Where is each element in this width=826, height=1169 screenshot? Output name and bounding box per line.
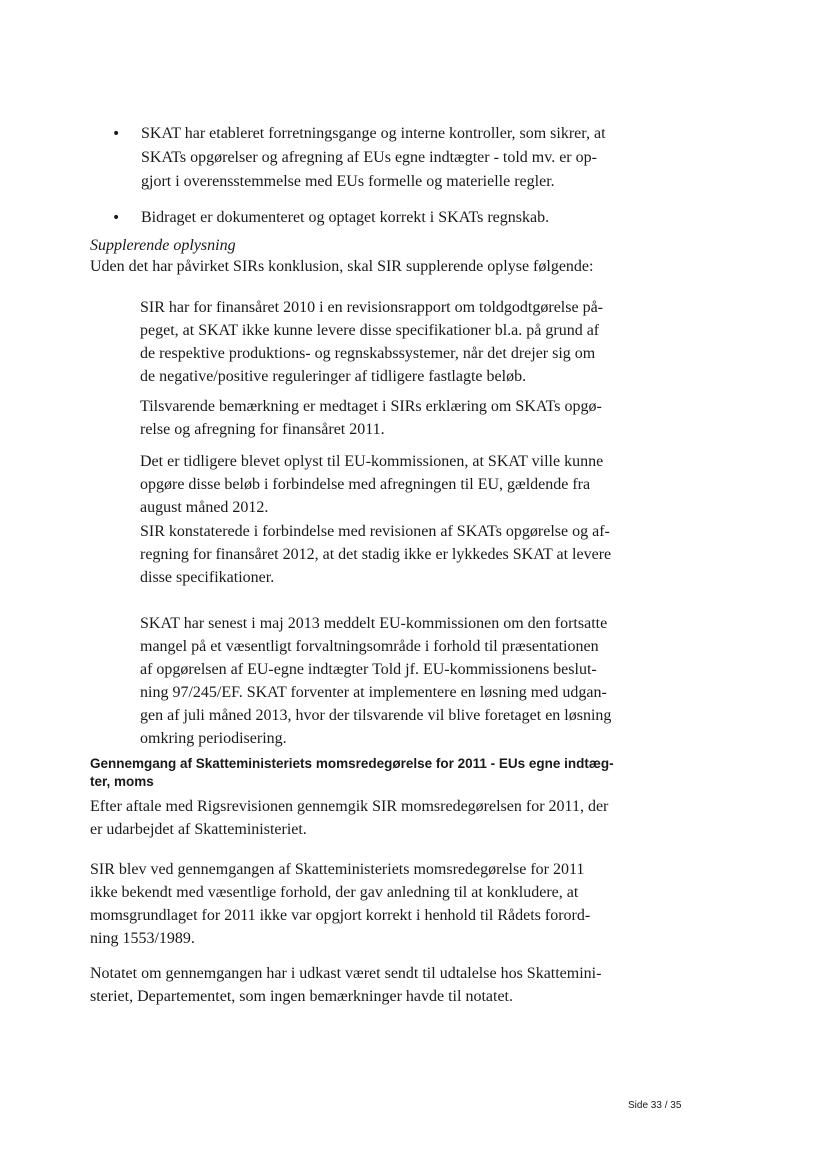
bullet-list (112, 122, 612, 242)
supplerende-intro: Uden det har påvirket SIRs konklusion, skal SIR supplerende oplyse følgende: (90, 258, 594, 275)
bullet-icon: • (112, 210, 121, 226)
supplerende-paragraph: Tilsvarende bemærkning er medtaget i SIRs erklæring om SKATs opgø-relse og afregning for finansåret 2011. (140, 398, 602, 438)
section-heading: Gennemgang af Skatteministeriets momsredegørelse for 2011 - EUs egne indtæg-ter, moms (90, 756, 614, 789)
moms-paragraph: SIR blev ved gennemgangen af Skatteministeriets momsredegørelse for 2011 ikke bekendt med væsentlige forhold, der gav anledning til at konkludere, at momsgrundlaget for 2011 ikke var opgjort korrekt i henhold til Rådets forord-ning 1553/1989. (90, 861, 591, 947)
bullet-item (112, 122, 612, 194)
moms-paragraph: Notatet om gennemgangen har i udkast været sendt til udtalelse hos Skattemini-steriet, Departementet, som ingen bemærkninger havde til notatet. (90, 965, 602, 1005)
moms-paragraph: Efter aftale med Rigsrevisionen gennemgik SIR momsredegørelsen for 2011, der er udarbejdet af Skatteministeriet. (90, 798, 609, 838)
bullet-text: SKAT har etableret forretningsgange og interne kontroller, som sikrer, at SKATs opgørelser og afregning af EUs egne indtægter - told mv. er op-gjort i overensstemmelse med EUs formelle og materielle regler. (141, 125, 606, 190)
bullet-item (112, 206, 612, 230)
supplerende-paragraph: SIR konstaterede i forbindelse med revisionen af SKATs opgørelse og af-regning for finansåret 2012, at det stadig ikke er lykkedes SKAT at levere disse specifikationer. (140, 523, 612, 586)
page-number: Side 33 / 35 (628, 1100, 682, 1111)
supplerende-paragraph: SKAT har senest i maj 2013 meddelt EU-kommissionen om den fortsatte mangel på et væsentligt forvaltningsområde i forhold til præsentationen af opgørelsen af EU-egne indtægter Told jf. EU-kommissionens beslut-ning 97/245/EF. SKAT forventer at implementere en løsning med udgan-gen af juli måned 2013, hvor der tilsvarende vil blive foretaget en løsning omkring periodisering. (140, 615, 612, 747)
bullet-text: Bidraget er dokumenteret og optaget korrekt i SKATs regnskab. (141, 209, 550, 226)
supplerende-paragraph: SIR har for finansåret 2010 i en revisionsrapport om toldgodtgørelse på-peget, at SKAT ikke kunne levere disse specifikationer bl.a. på grund af de respektive produktions- og regnskabssystemer, når det drejer sig om de negative/positive reguleringer af tidligere fastlagte beløb. (140, 299, 603, 385)
bullet-icon: • (112, 126, 121, 142)
supplerende-paragraph: Det er tidligere blevet oplyst til EU-kommissionen, at SKAT ville kunne opgøre disse beløb i forbindelse med afregningen til EU, gældende fra august måned 2012. (140, 453, 604, 516)
supplerende-heading: Supplerende oplysning (90, 237, 236, 254)
